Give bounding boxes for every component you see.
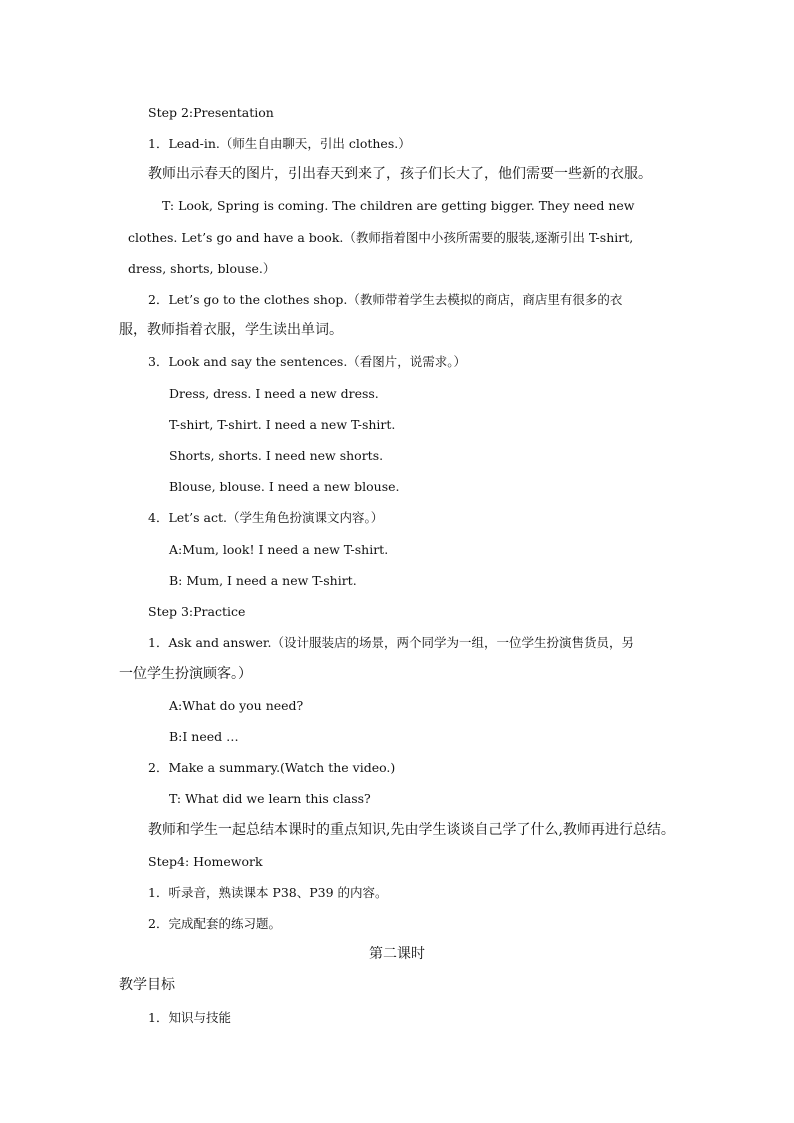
dialogue-question: A:What do you need? xyxy=(169,698,304,713)
ask-and-answer-continued: 一位学生扮演顾客。） xyxy=(119,666,252,682)
homework-item-1: 1．听录音，熟读课本 P38、P39 的内容。 xyxy=(148,885,388,900)
teacher-line-end: dress, shorts, blouse.） xyxy=(128,261,276,276)
teaching-goals-heading: 教学目标 xyxy=(119,977,175,993)
look-and-say-item: 3．Look and say the sentences.（看图片，说需求。） xyxy=(148,354,467,369)
step4-heading: Step4: Homework xyxy=(148,854,263,869)
sentence-tshirt: T-shirt, T-shirt. I need a new T-shirt. xyxy=(169,417,396,432)
lets-act-item: 4．Let’s act.（学生角色扮演课文内容。） xyxy=(148,510,384,525)
dialogue-b: B: Mum, I need a new T-shirt. xyxy=(169,573,357,588)
summary-paragraph: 教师和学生一起总结本课时的重点知识,先由学生谈谈自己学了什么,教师再进行总结。 xyxy=(148,822,675,838)
step2-heading: Step 2:Presentation xyxy=(148,105,274,120)
paragraph-spring-picture: 教师出示春天的图片，引出春天到来了，孩子们长大了，他们需要一些新的衣服。 xyxy=(148,166,652,182)
clothes-shop-item: 2．Let’s go to the clothes shop.（教师带着学生去模拟的商店，商店里有很多的衣 xyxy=(148,292,623,307)
clothes-shop-item-continued: 服，教师指着衣服，学生读出单词。 xyxy=(119,322,343,338)
lesson-two-title: 第二课时 xyxy=(369,946,425,962)
make-summary-item: 2．Make a summary.(Watch the video.) xyxy=(148,760,396,775)
dialogue-a: A:Mum, look! I need a new T-shirt. xyxy=(169,542,389,557)
sentence-blouse: Blouse, blouse. I need a new blouse. xyxy=(169,479,400,494)
teacher-question: T: What did we learn this class? xyxy=(169,791,371,806)
homework-item-2: 2．完成配套的练习题。 xyxy=(148,916,281,931)
lead-in-item: 1．Lead-in.（师生自由聊天，引出 clothes.） xyxy=(148,136,411,151)
ask-and-answer-item: 1．Ask and answer.（设计服装店的场景，两个同学为一组，一位学生扮演售货员，另 xyxy=(148,635,635,650)
sentence-shorts: Shorts, shorts. I need new shorts. xyxy=(169,448,384,463)
step3-heading: Step 3:Practice xyxy=(148,604,246,619)
teacher-line-continued: clothes. Let’s go and have a book.（教师指着图中小孩所需要的服装,逐渐引出 T-shirt, xyxy=(128,230,634,245)
dialogue-answer: B:I need … xyxy=(169,729,239,744)
knowledge-skills-item: 1．知识与技能 xyxy=(148,1010,231,1025)
sentence-dress: Dress, dress. I need a new dress. xyxy=(169,386,379,401)
teacher-line: T: Look, Spring is coming. The children are getting bigger. They need new xyxy=(162,198,635,213)
